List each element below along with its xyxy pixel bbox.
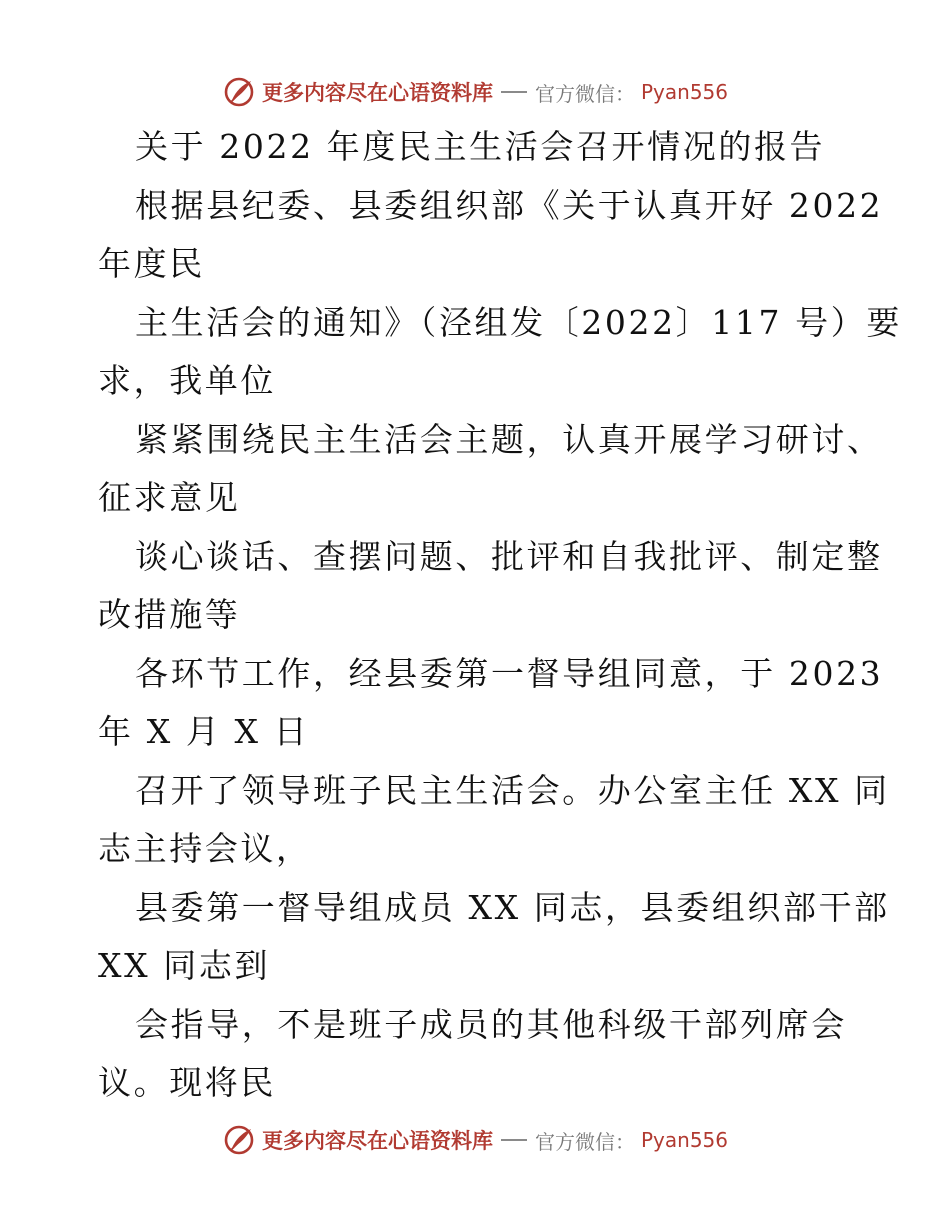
document-line: 征求意见 [98, 478, 241, 517]
document-line: 主生活会的通知》（泾组发〔2022〕117 号）要 [135, 302, 902, 342]
document-line: 谈心谈话、查摆问题、批评和自我批评、制定整 [135, 536, 883, 576]
banner-title: 更多内容尽在心语资料库 [261, 80, 493, 105]
document-line: XX 同志到 [98, 946, 271, 985]
document-line: 会指导，不是班子成员的其他科级干部列席会 [135, 1004, 847, 1044]
document-line: 召开了领导班子民主生活会。办公室主任 XX 同 [135, 770, 890, 810]
banner-separator [501, 1139, 527, 1141]
document-line: 紧紧围绕民主生活会主题，认真开展学习研讨、 [135, 419, 883, 459]
document-line: 志主持会议， [98, 829, 312, 868]
document-line: 议。现将民 [98, 1063, 276, 1102]
feather-quill-logo-icon [222, 75, 256, 109]
banner-wechat-label: 官方微信： [534, 81, 635, 106]
banner-wechat-id: Pyan556 [640, 1128, 728, 1152]
document-line: 各环节工作，经县委第一督导组同意，于 2023 [135, 653, 884, 693]
document-line: 改措施等 [98, 595, 241, 634]
document-line: 县委第一督导组成员 XX 同志，县委组织部干部 [135, 887, 890, 927]
document-line: 根据县纪委、县委组织部《关于认真开好 2022 [135, 185, 884, 225]
footer-banner [0, 1120, 950, 1160]
feather-quill-logo-icon [222, 1123, 256, 1157]
document-line: 年度民 [98, 244, 205, 283]
document-line: 年 X 月 X 日 [98, 712, 310, 751]
banner-wechat-id: Pyan556 [640, 80, 728, 104]
header-banner [0, 72, 950, 112]
document-line: 求，我单位 [98, 361, 276, 400]
document-body [98, 118, 902, 1113]
banner-title: 更多内容尽在心语资料库 [261, 1128, 493, 1153]
document-title: 关于 2022 年度民主生活会召开情况的报告 [135, 127, 826, 166]
banner-wechat-label: 官方微信： [534, 1129, 635, 1154]
banner-separator [501, 91, 527, 93]
